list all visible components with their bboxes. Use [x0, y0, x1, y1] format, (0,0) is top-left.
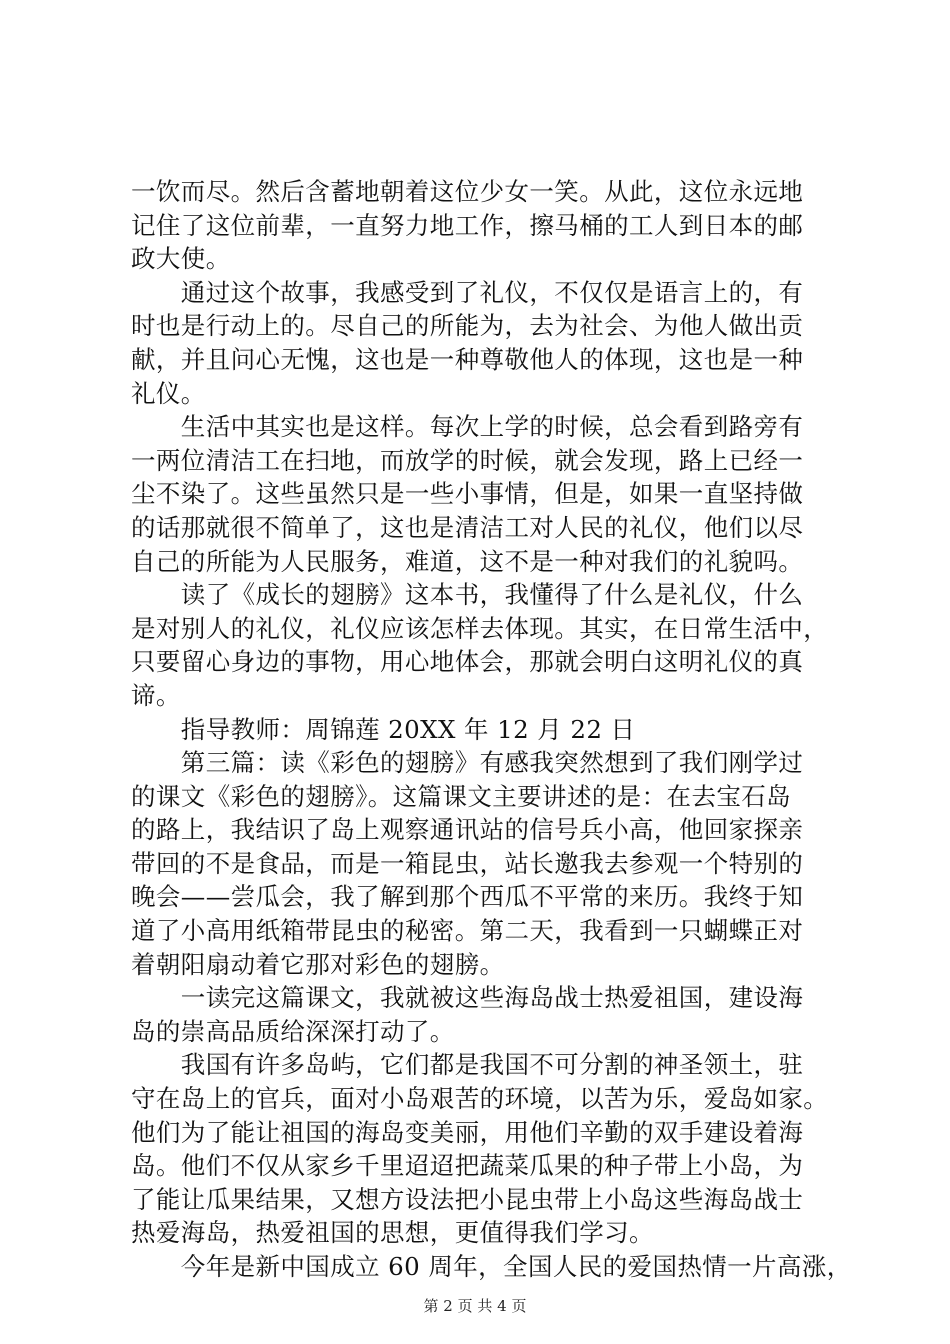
page-number: 第 2 页 共 4 页 [423, 1297, 527, 1315]
text-line: 谛。 [131, 680, 181, 710]
text-line: 尘不染了。这些虽然只是一些小事情，但是，如果一直坚持做 [131, 479, 804, 509]
text-line: 一饮而尽。然后含蓄地朝着这位少女一笑。从此，这位永远地 [131, 177, 804, 206]
text-line: 记住了这位前辈，一直努力地工作，擦马桶的工人到日本的邮 [131, 210, 804, 240]
text-line: 的路上，我结识了岛上观察通讯站的信号兵小高，他回家探亲 [131, 815, 804, 845]
text-line: 带回的不是食品，而是一箱昆虫，站长邀我去参观一个特别的 [131, 848, 804, 878]
text-line: 时也是行动上的。尽自己的所能为，去为社会、为他人做出贡 [131, 311, 804, 341]
text-line: 了能让瓜果结果，又想方设法把小昆虫带上小岛这些海岛战士 [131, 1184, 804, 1214]
text-line: 生活中其实也是这样。每次上学的时候，总会看到路旁有 [131, 412, 804, 442]
document-body [131, 175, 852, 1284]
text-line: 今年是新中国成立 60 周年，全国人民的爱国热情一片高涨， [131, 1252, 852, 1281]
text-line: 着朝阳扇动着它那对彩色的翅膀。 [131, 949, 505, 979]
text-line: 的课文《彩色的翅膀》。这篇课文主要讲述的是：在去宝石岛 [131, 781, 792, 811]
text-line: 一读完这篇课文，我就被这些海岛战士热爱祖国，建设海 [131, 983, 804, 1013]
text-line: 岛的崇高品质给深深打动了。 [131, 1016, 455, 1046]
text-line: 道了小高用纸箱带昆虫的秘密。第二天，我看到一只蝴蝶正对 [131, 916, 804, 946]
text-line: 热爱海岛，热爱祖国的思想，更值得我们学习。 [131, 1218, 654, 1248]
text-line: 岛。他们不仅从家乡千里迢迢把蔬菜瓜果的种子带上小岛，为 [131, 1151, 804, 1181]
page-footer [0, 1296, 950, 1316]
text-line: 政大使。 [131, 244, 231, 274]
text-line: 他们为了能让祖国的海岛变美丽，用他们辛勤的双手建设着海 [131, 1117, 804, 1147]
text-line: 的话那就很不简单了，这也是清洁工对人民的礼仪，他们以尽 [131, 512, 804, 542]
text-line: 读了《成长的翅膀》这本书，我懂得了什么是礼仪，什么 [131, 580, 804, 610]
text-line: 只要留心身边的事物，用心地体会，那就会明白这明礼仪的真 [131, 647, 804, 677]
text-line: 我国有许多岛屿，它们都是我国不可分割的神圣领土，驻 [131, 1050, 804, 1080]
text-line: 晚会——尝瓜会，我了解到那个西瓜不平常的来历。我终于知 [131, 882, 804, 912]
text-line: 献，并且问心无愧，这也是一种尊敬他人的体现，这也是一种 [131, 344, 804, 374]
text-line: 自己的所能为人民服务，难道，这不是一种对我们的礼貌吗。 [131, 546, 804, 576]
text-line: 是对别人的礼仪，礼仪应该怎样去体现。其实，在日常生活中， [131, 613, 829, 643]
text-line: 礼仪。 [131, 378, 206, 408]
text-line: 一两位清洁工在扫地，而放学的时候，就会发现，路上已经一 [131, 445, 804, 475]
text-line: 守在岛上的官兵，面对小岛艰苦的环境，以苦为乐，爱岛如家。 [131, 1084, 829, 1114]
text-line: 通过这个故事，我感受到了礼仪，不仅仅是语言上的，有 [131, 277, 804, 307]
signature-line: 指导教师：周锦莲 20XX 年 12 月 22 日 [131, 714, 636, 744]
section-heading-line: 第三篇：读《彩色的翅膀》有感我突然想到了我们刚学过 [131, 748, 804, 778]
